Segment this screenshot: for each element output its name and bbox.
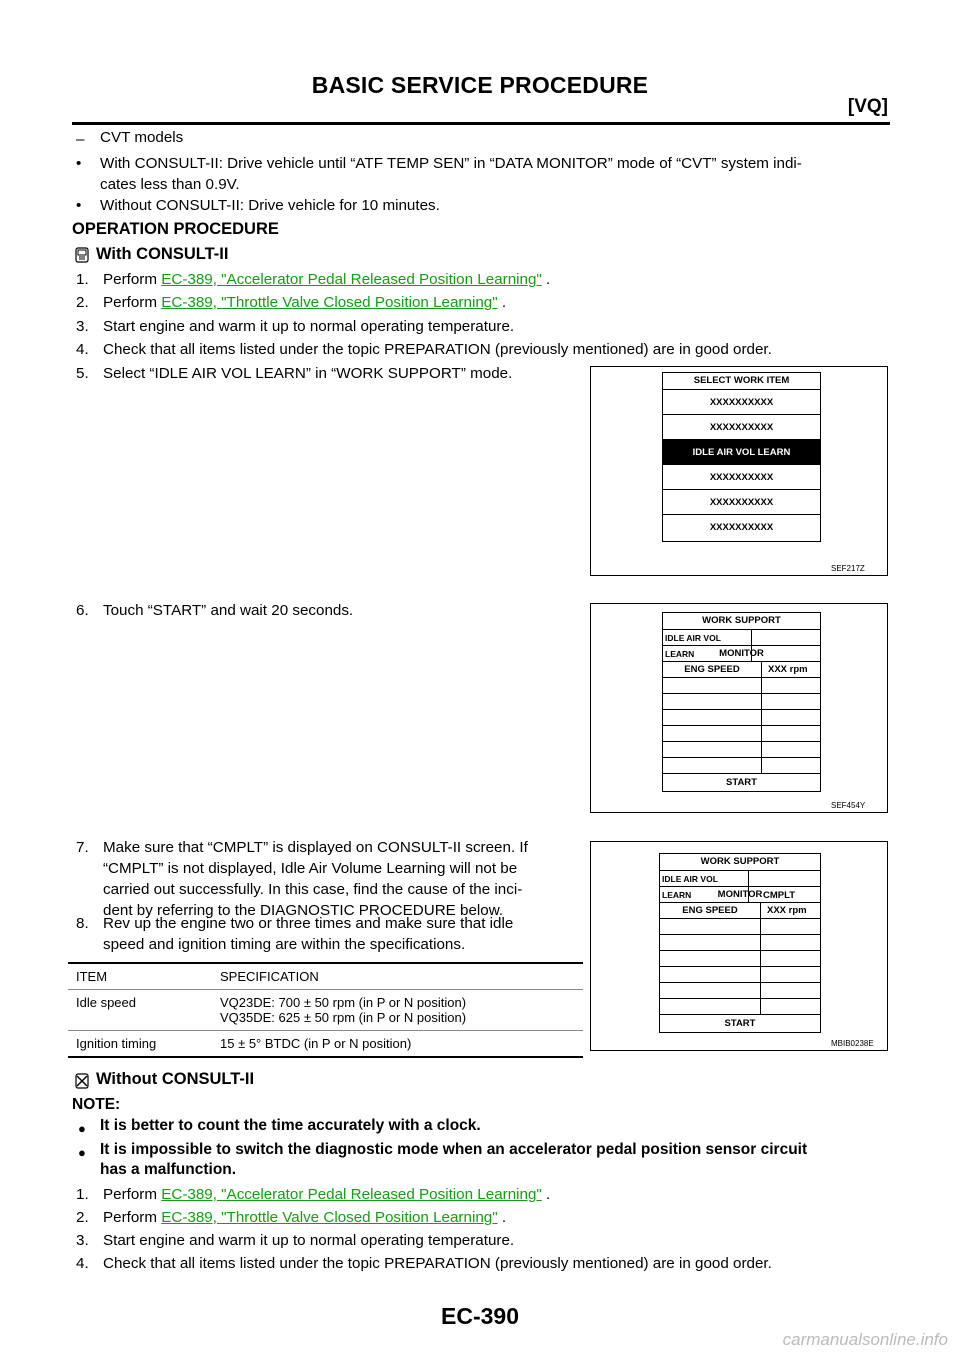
screen-header: WORK SUPPORT (700, 856, 780, 867)
work-item: XXXXXXXXXX (663, 389, 820, 415)
monitor-grid-row (663, 709, 820, 726)
monitor-grid-row (660, 934, 820, 951)
table-header: ITEM (76, 969, 108, 984)
step-5: Select “IDLE AIR VOL LEARN” in “WORK SUPPORT” mode. (103, 365, 513, 382)
link-throttle-learning[interactable]: EC-389, "Throttle Valve Closed Position Learning" (161, 1209, 498, 1226)
work-item: XXXXXXXXXX (663, 464, 820, 490)
monitor-grid-row (663, 725, 820, 742)
consult-screen (662, 612, 821, 792)
step-number: 2. (76, 294, 89, 311)
wo-step-3: Start engine and warm it up to normal operating temperature. (103, 1232, 515, 1249)
step-number: 4. (76, 341, 89, 358)
wo-step-1: Perform EC-389, "Accelerator Pedal Released Position Learning" . (103, 1186, 551, 1203)
work-item: XXXXXXXXXX (663, 489, 820, 515)
grid-divider (761, 661, 762, 773)
table-cell: VQ23DE: 700 ± 50 rpm (in P or N position) VQ35DE: 625 ± 50 rpm (in P or N position) (220, 995, 467, 1025)
bullet1-line2: cates less than 0.9V. (100, 176, 240, 193)
consult-screen (662, 372, 821, 542)
eng-speed-row: ENG SPEED XXX rpm (663, 661, 820, 678)
wo-step-2: Perform EC-389, "Throttle Valve Closed Position Learning" . (103, 1209, 507, 1226)
cvt-dash: – (76, 131, 85, 148)
section-code: [VQ] (847, 96, 888, 117)
step-3: Start engine and warm it up to normal operating temperature. (103, 318, 515, 335)
monitor-grid-row (660, 982, 820, 999)
step-4: Check that all items listed under the topic PREPARATION (previously mentioned) are in good order. (103, 341, 772, 358)
step-1: Perform EC-389, "Accelerator Pedal Released Position Learning" . (103, 271, 551, 288)
note-2-line2: has a malfunction. (100, 1161, 237, 1178)
with-consult-heading: With CONSULT-II (96, 245, 229, 263)
monitor-label: MONITOR (660, 886, 820, 903)
cmplt-status: CMPLT (763, 890, 796, 901)
grid-divider (760, 902, 761, 1014)
screen-header: SELECT WORK ITEM (693, 375, 790, 386)
bullet-dot: • (76, 155, 82, 172)
step-number: 1. (76, 271, 89, 288)
monitor-grid-row (663, 677, 820, 694)
monitor-grid-row (660, 966, 820, 983)
page-title: BASIC SERVICE PROCEDURE (311, 72, 649, 98)
work-item: IDLE AIR VOL LEARN CMPLT (660, 870, 820, 887)
link-accelerator-learning[interactable]: EC-389, "Accelerator Pedal Released Position Learning" (161, 1186, 542, 1203)
note-label: NOTE: (72, 1096, 121, 1113)
step-number: 6. (76, 602, 89, 619)
consult-icon (74, 247, 90, 268)
work-item: IDLE AIR VOL LEARN (663, 629, 820, 646)
note-2-line1: It is impossible to switch the diagnostic mode when an accelerator pedal position sensor circuit (100, 1141, 808, 1158)
monitor-grid-row (663, 757, 820, 774)
step-8: Rev up the engine two or three times and make sure that idle speed and ignition timing are within the specifications. (103, 915, 514, 953)
figure-work-support-start (590, 603, 888, 813)
step-number: 3. (76, 1232, 89, 1249)
bullet1-line1: With CONSULT-II: Drive vehicle until “ATF TEMP SEN” in “DATA MONITOR” mode of “CVT” system indi- (100, 155, 802, 172)
cvt-models-text: CVT models (100, 129, 184, 146)
monitor-grid-row (663, 693, 820, 710)
operation-heading: OPERATION PROCEDURE (72, 220, 279, 238)
step-number: 8. (76, 915, 89, 932)
table-row (68, 1031, 583, 1058)
table-row (68, 990, 583, 1031)
monitor-grid-row (660, 998, 820, 1015)
wo-step-4: Check that all items listed under the topic PREPARATION (previously mentioned) are in good order. (103, 1255, 772, 1272)
page-number: EC-390 (441, 1303, 519, 1329)
work-item-selected: IDLE AIR VOL LEARN (663, 439, 820, 465)
step-number: 1. (76, 1186, 89, 1203)
step-7: Make sure that “CMPLT” is displayed on CONSULT-II screen. If “CMPLT” is not displayed, Idle Air Volume Learning will not be carried out successfully. In this case, find the cause of the inci- dent by referring to the DIAGNOSTIC PROCEDURE below. (103, 839, 528, 919)
monitor-grid-row (663, 741, 820, 758)
figure-work-support-cmplt (590, 841, 888, 1051)
bullet-dot: ● (78, 1121, 86, 1136)
bullet2: Without CONSULT-II: Drive vehicle for 10 minutes. (100, 197, 440, 214)
table-cell: 15 ± 5° BTDC (in P or N position) (220, 1036, 412, 1051)
figure-select-work-item (590, 366, 888, 576)
consult-screen (659, 853, 821, 1033)
link-throttle-learning[interactable]: EC-389, "Throttle Valve Closed Position Learning" (161, 294, 498, 311)
no-consult-icon (74, 1073, 90, 1094)
figure-code: SEF217Z (831, 564, 865, 573)
table-header: SPECIFICATION (220, 969, 319, 984)
figure-code: MBIB0238E (831, 1039, 874, 1048)
start-button: START (660, 1014, 820, 1032)
screen-header: WORK SUPPORT (702, 615, 781, 626)
bullet-dot: • (76, 197, 82, 214)
bullet-dot: ● (78, 1145, 86, 1160)
note-1: It is better to count the time accurately with a clock. (100, 1117, 481, 1134)
header-rule (72, 122, 890, 125)
step-number: 5. (76, 365, 89, 382)
spec-table (68, 962, 583, 1058)
watermark: carmanualsonline.info (782, 1330, 948, 1349)
monitor-grid-row (660, 918, 820, 935)
table-cell: Idle speed (76, 995, 136, 1010)
work-item: XXXXXXXXXX (663, 514, 820, 541)
step-number: 3. (76, 318, 89, 335)
figure-code: SEF454Y (831, 801, 866, 810)
monitor-grid-row (660, 950, 820, 967)
link-accelerator-learning[interactable]: EC-389, "Accelerator Pedal Released Position Learning" (161, 271, 542, 288)
step-6: Touch “START” and wait 20 seconds. (103, 602, 354, 619)
work-item: XXXXXXXXXX (663, 414, 820, 440)
without-consult-heading: Without CONSULT-II (96, 1070, 255, 1088)
step-number: 7. (76, 839, 89, 856)
start-button: START (663, 773, 820, 791)
table-cell: Ignition timing (76, 1036, 157, 1051)
table-header-row (68, 963, 583, 990)
monitor-label: MONITOR (663, 645, 820, 662)
step-2: Perform EC-389, "Throttle Valve Closed Position Learning" . (103, 294, 507, 311)
step-number: 4. (76, 1255, 89, 1272)
eng-speed-row: ENG SPEED XXX rpm (660, 902, 820, 919)
step-number: 2. (76, 1209, 89, 1226)
